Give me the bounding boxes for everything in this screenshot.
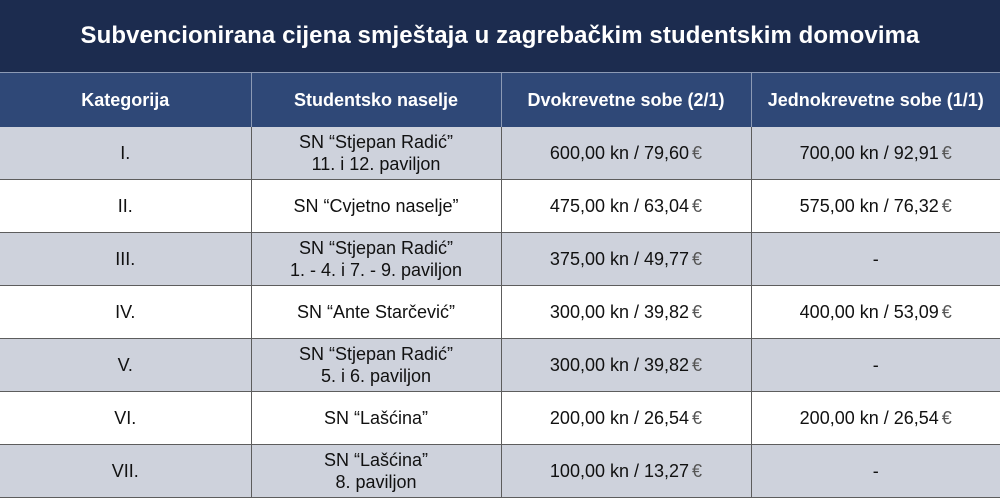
single-room-price: -: [872, 249, 879, 269]
table-row: [0, 127, 1000, 180]
euro-symbol: €: [941, 302, 952, 322]
settlement-name: SN “Cvjetno naselje”: [293, 196, 459, 216]
double-room-price: 475,00 kn / 63,04: [549, 196, 690, 216]
single-room-price-cell: [751, 233, 1000, 286]
header-settlement: Studentsko naselje: [251, 73, 501, 128]
category-cell: [0, 180, 251, 233]
settlement-pavilion: 8. paviljon: [335, 472, 417, 492]
settlement-cell: [251, 392, 501, 445]
double-room-price: 300,00 kn / 39,82: [549, 355, 690, 375]
category-text: IV.: [115, 302, 136, 322]
settlement-cell: [251, 339, 501, 392]
settlement-cell: [251, 286, 501, 339]
table-row: [0, 445, 1000, 498]
single-room-price-cell: [751, 286, 1000, 339]
header-double-room: Dvokrevetne sobe (2/1): [501, 73, 751, 128]
single-room-price-cell: [751, 392, 1000, 445]
table-row: [0, 180, 1000, 233]
category-cell: [0, 339, 251, 392]
single-room-price: 575,00 kn / 76,32: [799, 196, 939, 216]
single-room-price: 200,00 kn / 26,54: [799, 408, 939, 428]
euro-symbol: €: [692, 461, 703, 481]
settlement-cell: [251, 180, 501, 233]
double-room-price-cell: [501, 392, 751, 445]
euro-symbol: €: [692, 302, 703, 322]
single-room-price-cell: [751, 180, 1000, 233]
category-text: I.: [120, 143, 131, 163]
double-room-price: 100,00 kn / 13,27: [549, 461, 690, 481]
category-text: III.: [115, 249, 136, 269]
double-room-price: 375,00 kn / 49,77: [549, 249, 690, 269]
settlement-name: SN “Stjepan Radić”: [298, 132, 454, 152]
settlement-name: SN “Stjepan Radić”: [298, 344, 454, 364]
double-room-price: 300,00 kn / 39,82: [549, 302, 690, 322]
category-cell: [0, 445, 251, 498]
double-room-price-cell: [501, 339, 751, 392]
euro-symbol: €: [692, 143, 703, 163]
table-row: [0, 286, 1000, 339]
category-cell: [0, 127, 251, 180]
euro-symbol: €: [941, 196, 952, 216]
settlement-pavilion: 1. - 4. i 7. - 9. paviljon: [289, 260, 463, 280]
header-single-room: Jednokrevetne sobe (1/1): [751, 73, 1000, 128]
settlement-name: SN “Ante Starčević”: [296, 302, 456, 322]
single-room-price-cell: [751, 127, 1000, 180]
single-room-price: 400,00 kn / 53,09: [799, 302, 939, 322]
page-title: [0, 0, 1000, 72]
settlement-name: SN “Stjepan Radić”: [298, 238, 454, 258]
euro-symbol: €: [692, 408, 703, 428]
single-room-price: -: [872, 461, 879, 481]
settlement-cell: [251, 127, 501, 180]
category-text: II.: [117, 196, 133, 216]
settlement-cell: [251, 233, 501, 286]
euro-symbol: €: [941, 408, 952, 428]
double-room-price-cell: [501, 233, 751, 286]
settlement-cell: [251, 445, 501, 498]
category-text: VII.: [111, 461, 139, 481]
category-text: V.: [117, 355, 133, 375]
single-room-price: -: [872, 355, 879, 375]
price-table: [0, 72, 1000, 498]
euro-symbol: €: [692, 355, 703, 375]
double-room-price: 200,00 kn / 26,54: [549, 408, 690, 428]
settlement-pavilion: 5. i 6. paviljon: [320, 366, 432, 386]
settlement-name: SN “Lašćina”: [323, 408, 429, 428]
header-category: Kategorija: [0, 73, 251, 128]
table-row: [0, 339, 1000, 392]
single-room-price-cell: [751, 445, 1000, 498]
table-row: [0, 233, 1000, 286]
category-cell: [0, 286, 251, 339]
table-row: [0, 392, 1000, 445]
category-cell: [0, 392, 251, 445]
euro-symbol: €: [692, 196, 703, 216]
title-text: Subvencionirana cijena smještaja u zagrebačkim studentskim domovima: [80, 22, 920, 49]
double-room-price-cell: [501, 180, 751, 233]
single-room-price: 700,00 kn / 92,91: [799, 143, 939, 163]
double-room-price-cell: [501, 127, 751, 180]
settlement-name: SN “Lašćina”: [323, 450, 429, 470]
euro-symbol: €: [941, 143, 952, 163]
category-text: VI.: [114, 408, 137, 428]
euro-symbol: €: [692, 249, 703, 269]
single-room-price-cell: [751, 339, 1000, 392]
double-room-price-cell: [501, 445, 751, 498]
category-cell: [0, 233, 251, 286]
header-row: [0, 73, 1000, 128]
double-room-price-cell: [501, 286, 751, 339]
settlement-pavilion: 11. i 12. paviljon: [311, 154, 441, 174]
double-room-price: 600,00 kn / 79,60: [549, 143, 690, 163]
